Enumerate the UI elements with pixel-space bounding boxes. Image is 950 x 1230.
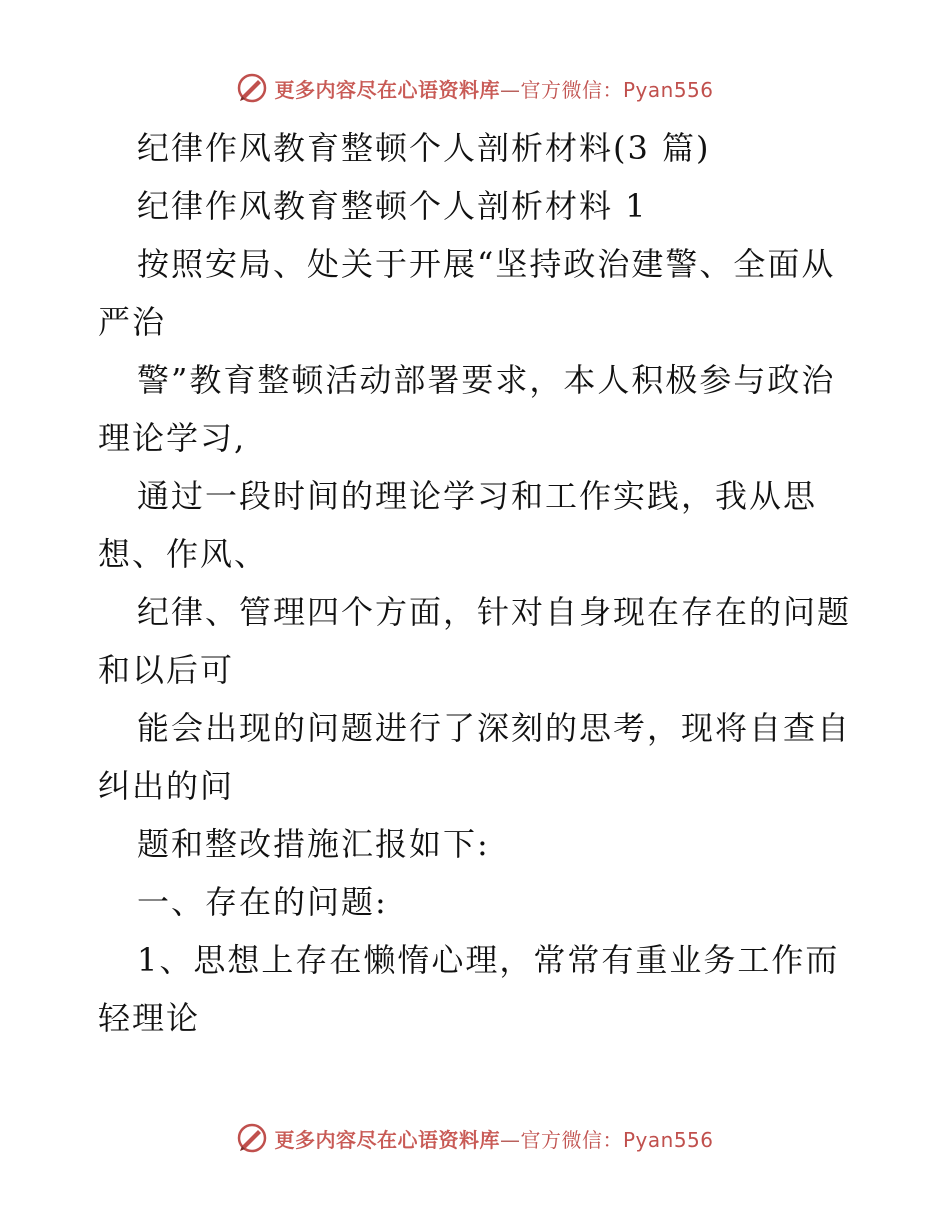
list-item-line: 轻理论	[98, 999, 201, 1037]
paragraph-line: 想、作风、	[98, 535, 269, 573]
paragraph-line: 纠出的问	[98, 767, 235, 805]
paragraph-line: 理论学习,	[98, 419, 247, 457]
watermark-text	[274, 74, 713, 103]
pen-logo-icon	[236, 1122, 268, 1154]
paragraph-line: 通过一段时间的理论学习和工作实践，我从思	[137, 477, 818, 515]
list-item-line: 1、思想上存在懒惰心理，常常有重业务工作而	[137, 941, 840, 979]
footer-watermark	[0, 1122, 950, 1154]
paragraph-line: 警”教育整顿活动部署要求，本人积极参与政治	[137, 361, 836, 399]
paragraph-line: 按照安局、处关于开展“坚持政治建警、全面从	[137, 245, 836, 283]
watermark-main: 更多内容尽在心语资料库	[274, 1127, 500, 1152]
watermark-wechat-id: Pyan556	[622, 77, 714, 102]
watermark-wechat-label: 官方微信：	[520, 1127, 623, 1152]
document-title: 纪律作风教育整顿个人剖析材料(3 篇)	[137, 129, 711, 167]
section-title: 纪律作风教育整顿个人剖析材料 1	[137, 187, 648, 225]
paragraph-line: 能会出现的问题进行了深刻的思考，现将自查自	[137, 709, 852, 747]
watermark-main: 更多内容尽在心语资料库	[274, 77, 500, 102]
paragraph-line: 题和整改措施汇报如下:	[137, 825, 490, 863]
watermark-text	[274, 1124, 713, 1153]
watermark-separator: —	[499, 77, 521, 102]
watermark-wechat-id: Pyan556	[622, 1127, 714, 1152]
paragraph-line: 纪律、管理四个方面，针对自身现在存在的问题	[137, 593, 852, 631]
watermark-separator: —	[499, 1127, 521, 1152]
watermark-wechat-label: 官方微信：	[520, 77, 623, 102]
paragraph-line: 严治	[98, 303, 167, 341]
heading-problems: 一、存在的问题:	[137, 883, 388, 921]
header-watermark	[0, 72, 950, 104]
paragraph-line: 和以后可	[98, 651, 235, 689]
pen-logo-icon	[236, 72, 268, 104]
